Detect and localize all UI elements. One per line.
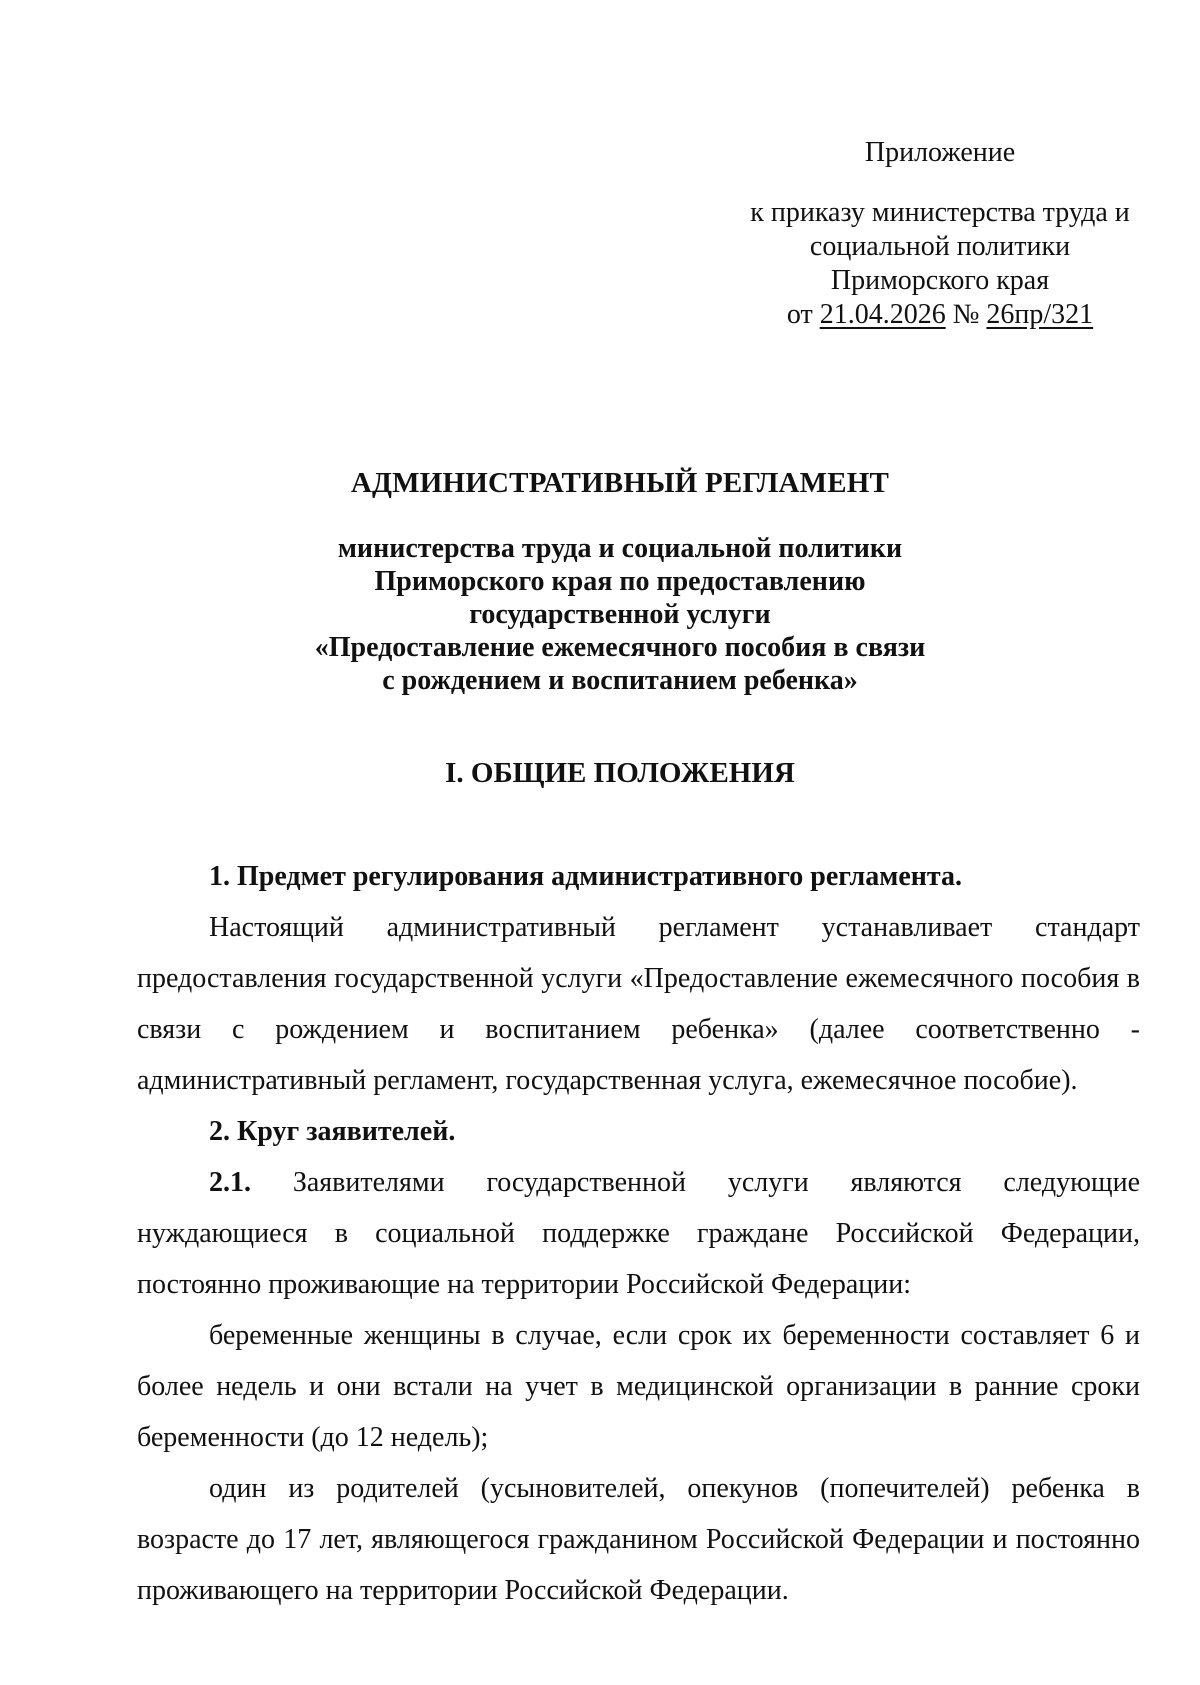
document-title: АДМИНИСТРАТИВНЫЙ РЕГЛАМЕНТ [350, 467, 890, 499]
item2-1-pregnant-women: беременные женщины в случае, если срок их беременности составляет 6 и более недель и они встали на учет в медицинской организации в ранние сроки беременности (до 12 недель); [137, 1320, 1140, 1453]
appendix-line-3: Приморского края [830, 265, 1050, 296]
section-title: I. ОБЩИЕ ПОЛОЖЕНИЯ [445, 757, 795, 789]
appendix-line-2: социальной политики [809, 231, 1071, 262]
subtitle-line-2: Приморского края по предоставлению [374, 566, 866, 597]
section-body [137, 851, 1140, 1616]
date-prefix: от [786, 299, 820, 330]
number-sign: № [945, 299, 987, 330]
subtitle-line-3: государственной услуги [469, 599, 771, 630]
appendix-order-line [700, 298, 1180, 332]
item2-heading: 2. Круг заявителей. [209, 1116, 456, 1147]
item2-1-parents: один из родителей (усыновителей, опекунов (попечителей) ребенка в возрасте до 17 лет, являющегося гражданином Российской Федерации и постоянно проживающего на территории Российской Федерации. [137, 1473, 1140, 1606]
item2-1-paragraph [137, 1157, 1140, 1310]
order-number: 26пр/321 [986, 299, 1094, 330]
order-date: 21.04.2026 [819, 299, 946, 330]
subtitle-line-4: «Предоставление ежемесячного пособия в связи [314, 632, 926, 663]
subtitle-line-1: министерства труда и социальной политики [337, 533, 903, 564]
item1-heading: 1. Предмет регулирования административного регламента. [209, 861, 962, 892]
item2-1-text: Заявителями государственной услуги являются следующие нуждающиеся в социальной поддержке граждане Российской Федерации, постоянно проживающие на территории Российской Федерации: [137, 1167, 1140, 1300]
appendix-reference [700, 196, 1180, 332]
document-subtitle [0, 532, 1200, 697]
item1-paragraph: Настоящий административный регламент устанавливает стандарт предоставления государственной услуги «Предоставление ежемесячного пособия в связи с рождением и воспитанием ребенка» (далее соответственно - административный регламент, государственная услуга, ежемесячное пособие). [137, 912, 1140, 1096]
appendix-title: Приложение [864, 137, 1016, 168]
appendix-line-1: к приказу министерства труда и [750, 197, 1130, 228]
subtitle-line-5: с рождением и воспитанием ребенка» [382, 665, 858, 696]
item2-1-number: 2.1. [209, 1167, 251, 1198]
